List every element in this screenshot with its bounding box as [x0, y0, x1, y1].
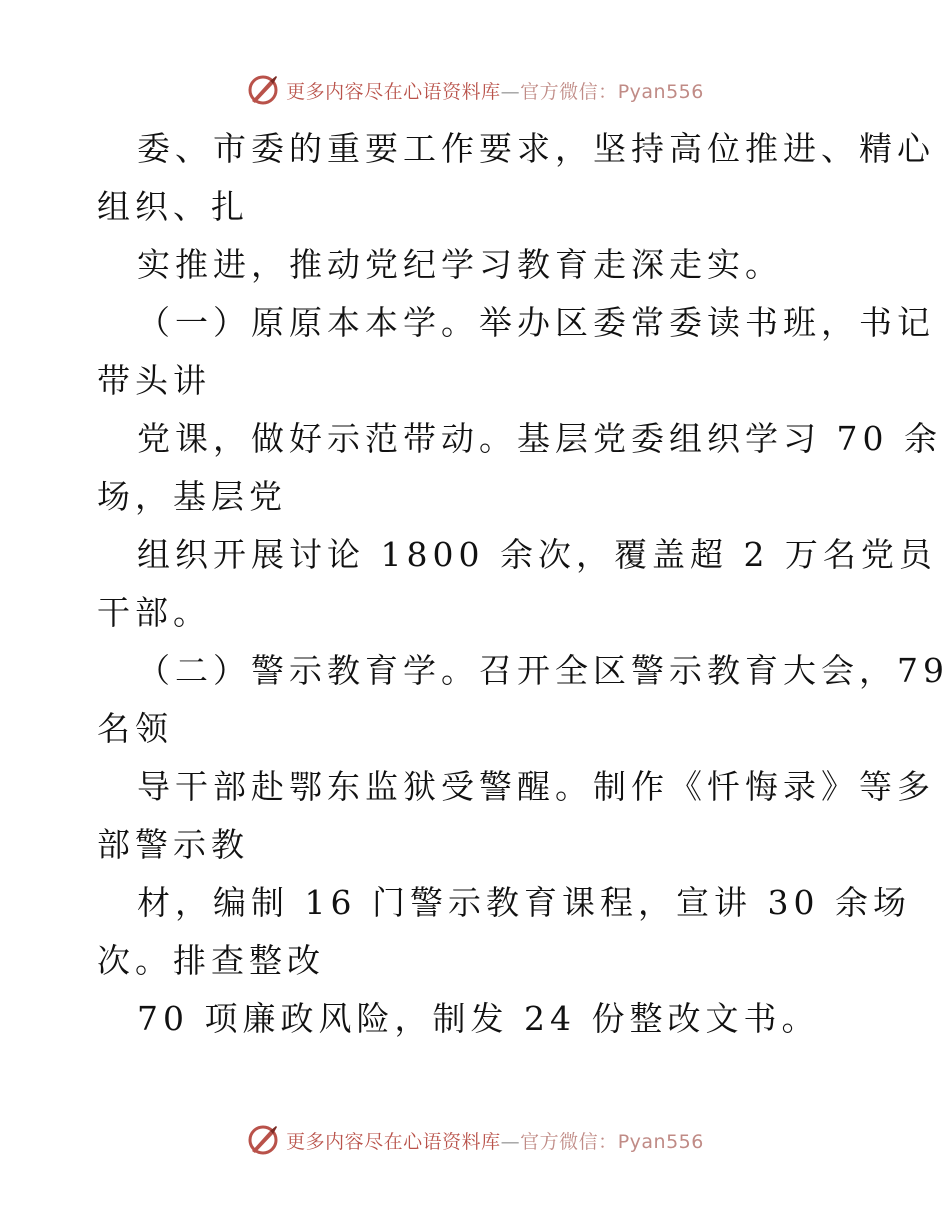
quill-logo-icon [246, 73, 280, 107]
text-line: 委、市委的重要工作要求，坚持高位推进、精心 [137, 129, 935, 168]
quill-logo-icon [246, 1123, 280, 1157]
section-heading-line: （二）警示教育学。召开全区警示教育大会，79 [137, 651, 949, 690]
watermark-separator: — [500, 80, 521, 103]
section-heading-line: （一）原原本本学。举办区委常委读书班，书记 [137, 303, 935, 342]
watermark-account: Pyan556 [617, 1130, 704, 1153]
watermark-text [286, 1127, 704, 1154]
text-line: 实推进，推动党纪学习教育走深走实。 [137, 245, 783, 284]
watermark-official: 官方微信： [520, 80, 618, 103]
text-line: 材，编制 16 门警示教育课程，宣讲 30 余场 [137, 883, 911, 922]
text-line: 组织开展讨论 1800 余次，覆盖超 2 万名党员 [137, 535, 937, 574]
watermark-text [286, 77, 704, 104]
text-line: 导干部赴鄂东监狱受警醒。制作《忏悔录》等多 [137, 767, 935, 806]
watermark-brand: 更多内容尽在心语资料库 [286, 1130, 501, 1153]
text-line: 70 项廉政风险，制发 24 份整改文书。 [137, 999, 820, 1038]
watermark-brand: 更多内容尽在心语资料库 [286, 80, 501, 103]
text-line: 名领 [97, 709, 173, 748]
watermark-account: Pyan556 [617, 80, 704, 103]
document-body [97, 120, 949, 1048]
footer-watermark [0, 1122, 950, 1158]
watermark-official: 官方微信： [520, 1130, 618, 1153]
text-line: 带头讲 [97, 361, 211, 400]
text-line: 次。排查整改 [97, 941, 325, 980]
text-line: 部警示教 [97, 825, 249, 864]
text-line: 干部。 [97, 593, 211, 632]
header-watermark [0, 72, 950, 108]
text-line: 党课，做好示范带动。基层党委组织学习 70 余 [137, 419, 942, 458]
watermark-separator: — [500, 1130, 521, 1153]
text-line: 组织、扎 [97, 187, 249, 226]
text-line: 场，基层党 [97, 477, 287, 516]
